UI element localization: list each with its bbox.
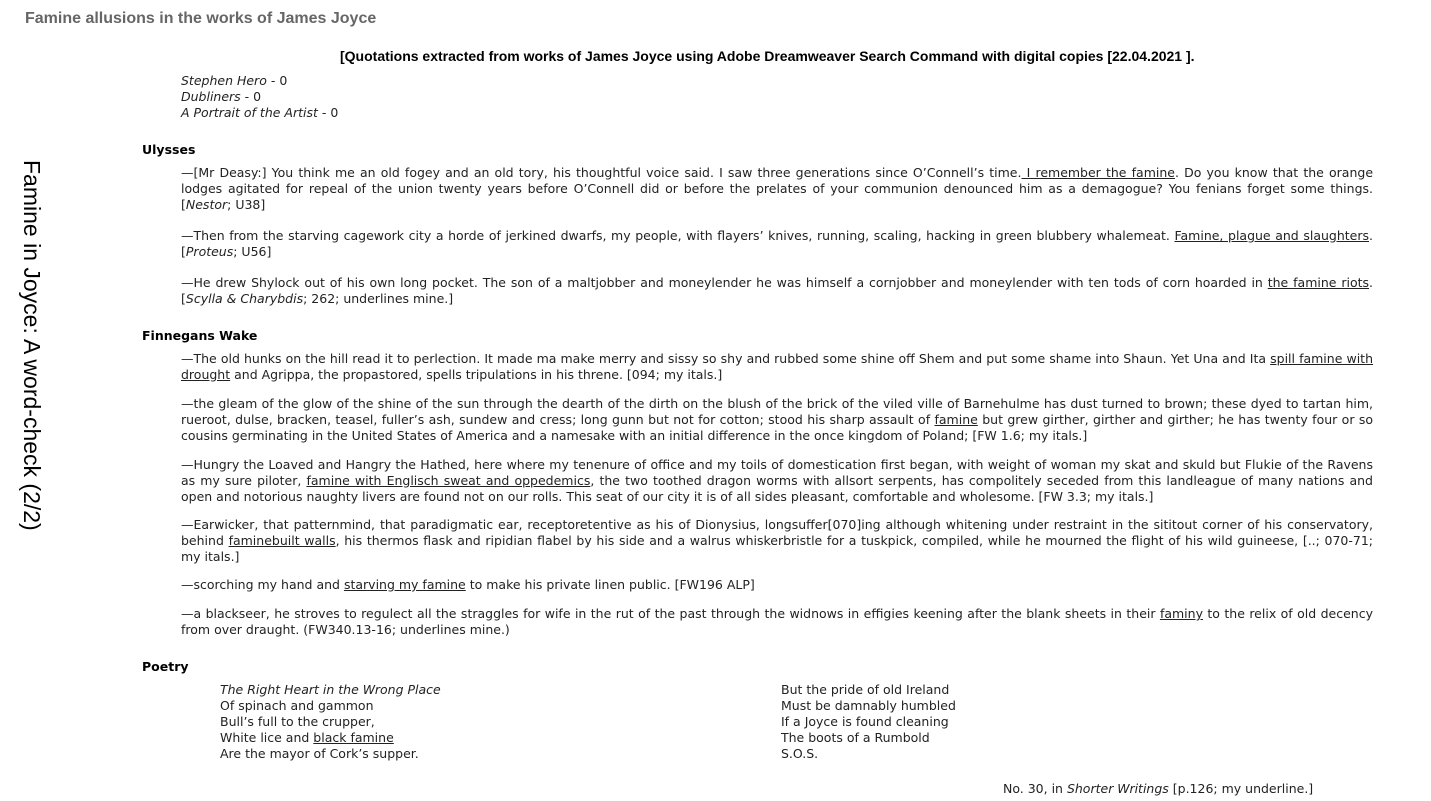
poem-line: Are the mayor of Cork’s supper. <box>220 746 419 761</box>
poem-citation: No. 30, in Shorter Writings [p.126; my underline.] <box>1003 781 1314 796</box>
poem-line: The boots of a Rumbold <box>781 730 930 745</box>
poem-line: If a Joyce is found cleaning <box>781 714 949 729</box>
poem-right-column <box>781 682 956 762</box>
poem-line: Of spinach and gammon <box>220 698 374 713</box>
quote-ulysses-1: —[Mr Deasy:] You think me an old fogey and an old tory, his thoughtful voice said. I saw three generations since O’Connell’s time. I remember the famine. Do you know that the orange lodges agitated for repeal of the union twenty years before O’Connell did or before the prelates of your communion denounced him as a demagogue? You fenians forget some things. [Nestor; U38] <box>181 165 1374 212</box>
quote-finnegans-6: —a blackseer, he stroves to regulect all the straggles for wife in the rut of the past through the widnows in effigies keening after the blank sheets in their faminy to the relix of old decency from over draught. (FW340.13-16; underlines mine.) <box>181 606 1373 637</box>
work-title: Stephen Hero <box>181 73 267 88</box>
work-title: Dubliners <box>181 89 241 104</box>
quote-finnegans-1: —The old hunks on the hill read it to perlection. It made ma make merry and sissy so shy and rubbed some shine off Shem and put some shame into Shaun. Yet Una and Ita spill famine with drought and Agrippa, the propastored, spells tripulations in his threne. [094; my itals.] <box>181 351 1374 382</box>
work-count: - 0 <box>240 89 262 104</box>
poem-line: Bull’s full to the crupper, <box>220 714 375 729</box>
poem-left-column <box>220 682 441 762</box>
zero-count-item <box>181 89 338 105</box>
poem-line: Must be damnably humbled <box>781 698 956 713</box>
poem-line: White lice and black famine <box>220 730 394 745</box>
source-note: [Quotations extracted from works of James Joyce using Adobe Dreamweaver Search Command with digital copies [22.04.2021 ]. <box>340 48 1195 64</box>
work-title: A Portrait of the Artist <box>181 105 318 120</box>
quote-finnegans-5: —scorching my hand and starving my famine to make his private linen public. [FW196 ALP] <box>181 577 755 592</box>
work-count: - 0 <box>317 105 339 120</box>
side-title: Famine in Joyce: A word-check (2/2) <box>19 160 45 531</box>
quote-ulysses-2: —Then from the starving cagework city a horde of jerkined dwarfs, my people, with flayers’ knives, running, scaling, hacking in green blubbery whalemeat. Famine, plague and slaughters. [Proteus; U56] <box>181 228 1373 259</box>
poem-title: The Right Heart in the Wrong Place <box>220 682 441 697</box>
quote-ulysses-3: —He drew Shylock out of his own long pocket. The son of a maltjobber and moneylender he was himself a cornjobber and moneylender with ten tods of corn hoarded in the famine riots. [Scylla & Charybdis; 262; underlines mine.] <box>181 275 1373 306</box>
quote-finnegans-3: —Hungry the Loaved and Hangry the Hathed, here where my tenenure of office and my toils of domestication first began, with weight of woman my skat and skuld but Flukie of the Ravens as my sure piloter, famine with Englisch sweat and oppedemics, the two toothed dragon worms with allsort serpents, has compolitely seceded from this landleague of many nations and open and notorious naughty livers are found not on our rolls. This seat of our city it is of all sides pleasant, comfortable and wholesome. [FW 3.3; my itals.] <box>181 457 1373 504</box>
section-heading-poetry: Poetry <box>142 659 189 674</box>
quote-finnegans-4: —Earwicker, that patternmind, that paradigmatic ear, receptoretentive as his of Dionysius, longsuffer[070]ing although whitening under restraint in the sititout corner of his conservatory, behind faminebuilt walls, his thermos flask and ripidian flabel by his side and a walrus whiskerbristle for a tuskpick, compiled, while he mourned the flight of his wild guineese, [..; 070-71; my itals.] <box>181 517 1374 564</box>
page-title: Famine allusions in the works of James Joyce <box>25 10 377 27</box>
zero-count-item <box>181 105 338 121</box>
quote-finnegans-2: —the gleam of the glow of the shine of the sun through the dearth of the dirth on the blush of the brick of the viled ville of Barnehulme has dust turned to brown; these dyed to tartan him, rueroot, dulse, bracken, teasel, fuller’s ash, sundew and cress; long gunn but not for cotton; stood his sharp assault of famine but grew girther, girther and girther; he has twenty four or so cousins germinating in the United States of America and a namesake with an initial difference in the once kingdom of Poland; [FW 1.6; my itals.] <box>181 396 1373 443</box>
work-count: - 0 <box>266 73 288 88</box>
zero-count-list <box>181 73 338 121</box>
poem-line: S.O.S. <box>781 746 819 761</box>
zero-count-item <box>181 73 338 89</box>
poem-line: But the pride of old Ireland <box>781 682 950 697</box>
section-heading-finnegans-wake: Finnegans Wake <box>142 328 258 343</box>
section-heading-ulysses: Ulysses <box>142 142 196 157</box>
